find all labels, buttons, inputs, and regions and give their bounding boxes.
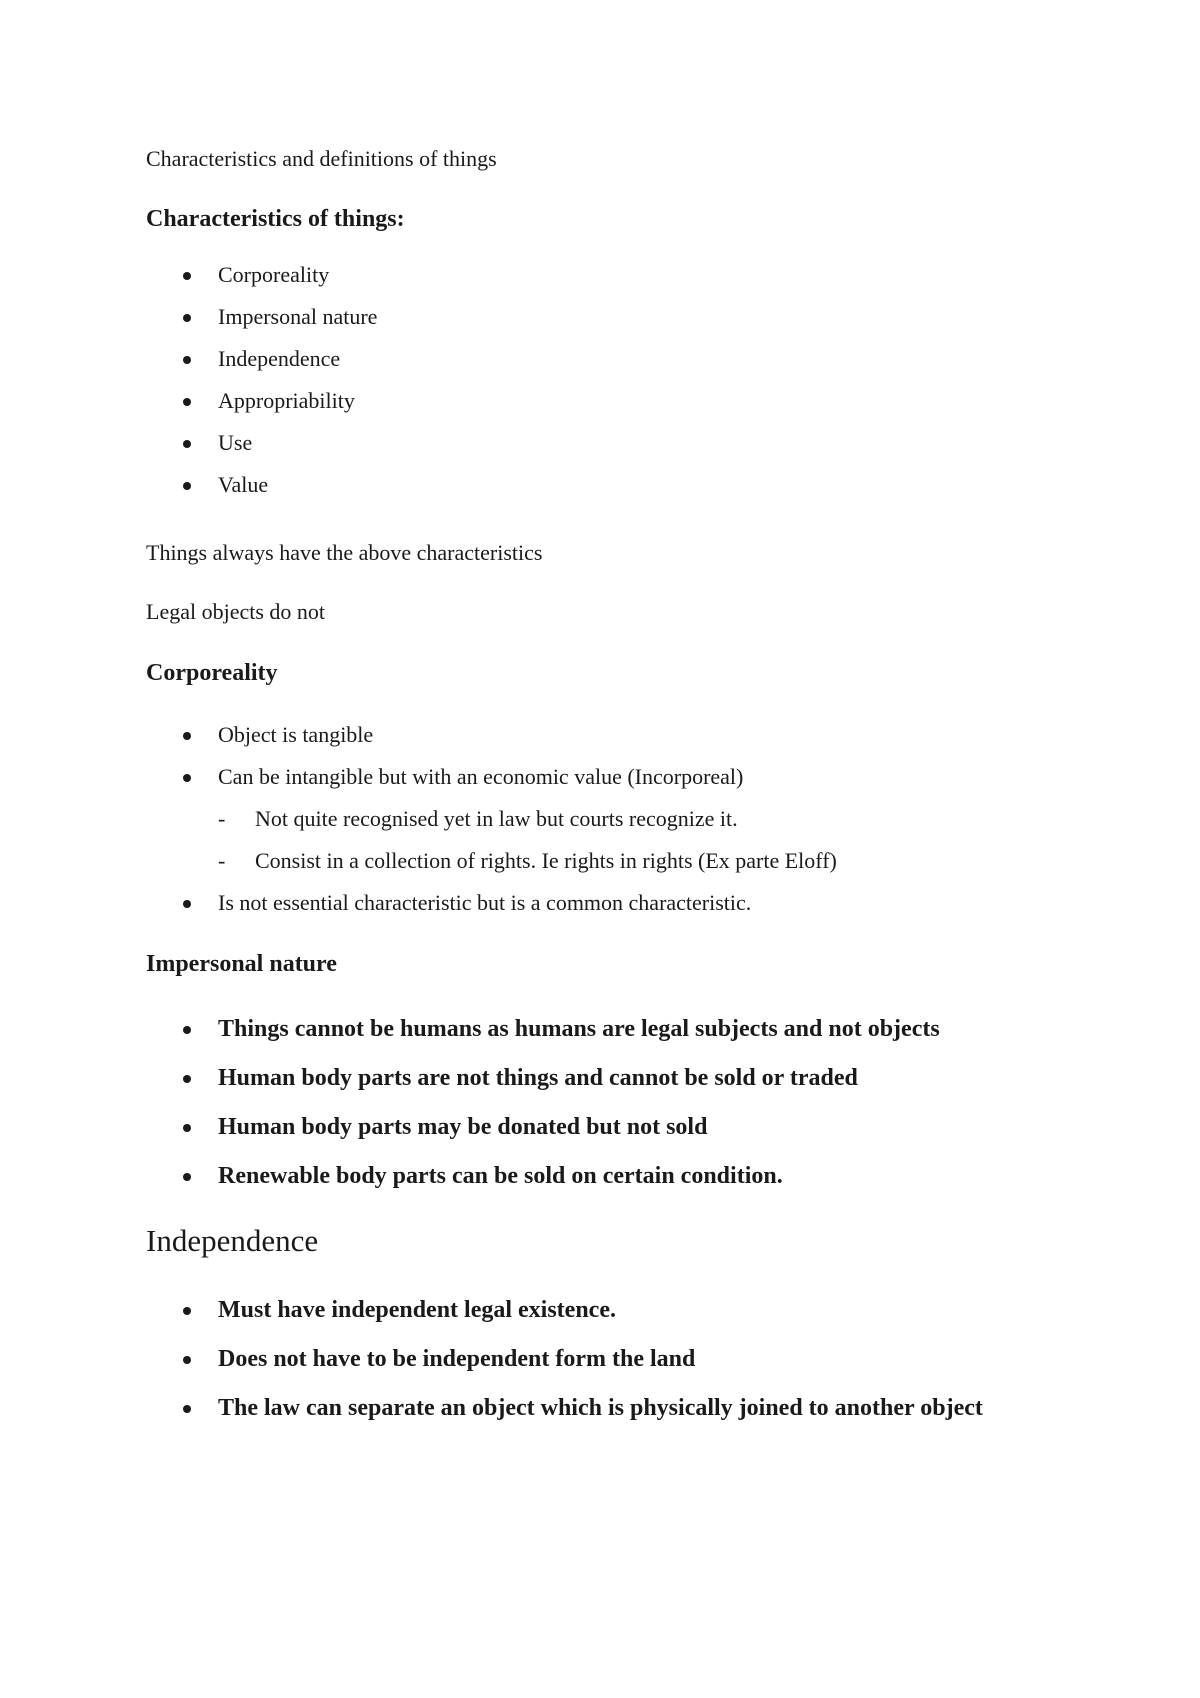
heading-characteristics: Characteristics of things: xyxy=(146,206,405,232)
bullet-icon xyxy=(183,398,191,406)
bullet-icon xyxy=(183,1405,191,1413)
list-item: Impersonal nature xyxy=(0,302,1200,344)
sub-list-item: - Consist in a collection of rights. Ie rights in rights (Ex parte Eloff) xyxy=(0,846,1200,888)
bullet-icon xyxy=(183,1124,191,1132)
bullet-icon xyxy=(183,314,191,322)
bullet-icon xyxy=(183,1075,191,1083)
list-item: Object is tangible xyxy=(0,720,1200,762)
dash-marker: - xyxy=(218,806,226,831)
list-item: Must have independent legal existence. xyxy=(0,1293,1200,1342)
list-item: Corporeality xyxy=(0,260,1200,302)
note-paragraph: Things always have the above characteristics xyxy=(146,540,543,565)
list-item: Value xyxy=(0,470,1200,512)
bullet-icon xyxy=(183,774,191,782)
list-item: Does not have to be independent form the land xyxy=(0,1342,1200,1391)
bullet-icon xyxy=(183,732,191,740)
note-paragraph: Legal objects do not xyxy=(146,599,326,624)
list-item: Is not essential characteristic but is a common characteristic. xyxy=(0,888,1200,930)
list-item: Renewable body parts can be sold on certain condition. xyxy=(0,1159,1200,1208)
bullet-icon xyxy=(183,1307,191,1315)
heading-impersonal-nature: Impersonal nature xyxy=(146,951,337,977)
list-item: Human body parts may be donated but not sold xyxy=(0,1110,1200,1159)
list-item: The law can separate an object which is physically joined to another object xyxy=(0,1384,1200,1432)
bullet-icon xyxy=(183,1026,191,1034)
list-item: Can be intangible but with an economic value (Incorporeal) xyxy=(0,762,1200,804)
list-item: Use xyxy=(0,428,1200,470)
bullet-icon xyxy=(183,440,191,448)
bullet-icon xyxy=(183,272,191,280)
sub-list-item: - Not quite recognised yet in law but courts recognize it. xyxy=(0,804,1200,846)
bullet-icon xyxy=(183,1356,191,1364)
list-item: Things cannot be humans as humans are legal subjects and not objects xyxy=(0,1012,1200,1061)
bullet-icon xyxy=(183,1173,191,1181)
heading-corporeality: Corporeality xyxy=(146,660,278,686)
bullet-icon xyxy=(183,900,191,908)
bullet-icon xyxy=(183,482,191,490)
heading-independence: Independence xyxy=(146,1223,319,1258)
list-item: Human body parts are not things and cannot be sold or traded xyxy=(0,1061,1200,1110)
characteristics-list xyxy=(0,260,1200,512)
list-item: Independence xyxy=(0,344,1200,386)
list-item: Appropriability xyxy=(0,386,1200,428)
independence-list xyxy=(0,1293,1200,1432)
impersonal-nature-list xyxy=(0,1012,1200,1208)
bullet-icon xyxy=(183,356,191,364)
corporeality-list xyxy=(0,720,1200,930)
document-title: Characteristics and definitions of things xyxy=(146,146,497,171)
dash-marker: - xyxy=(218,848,226,873)
